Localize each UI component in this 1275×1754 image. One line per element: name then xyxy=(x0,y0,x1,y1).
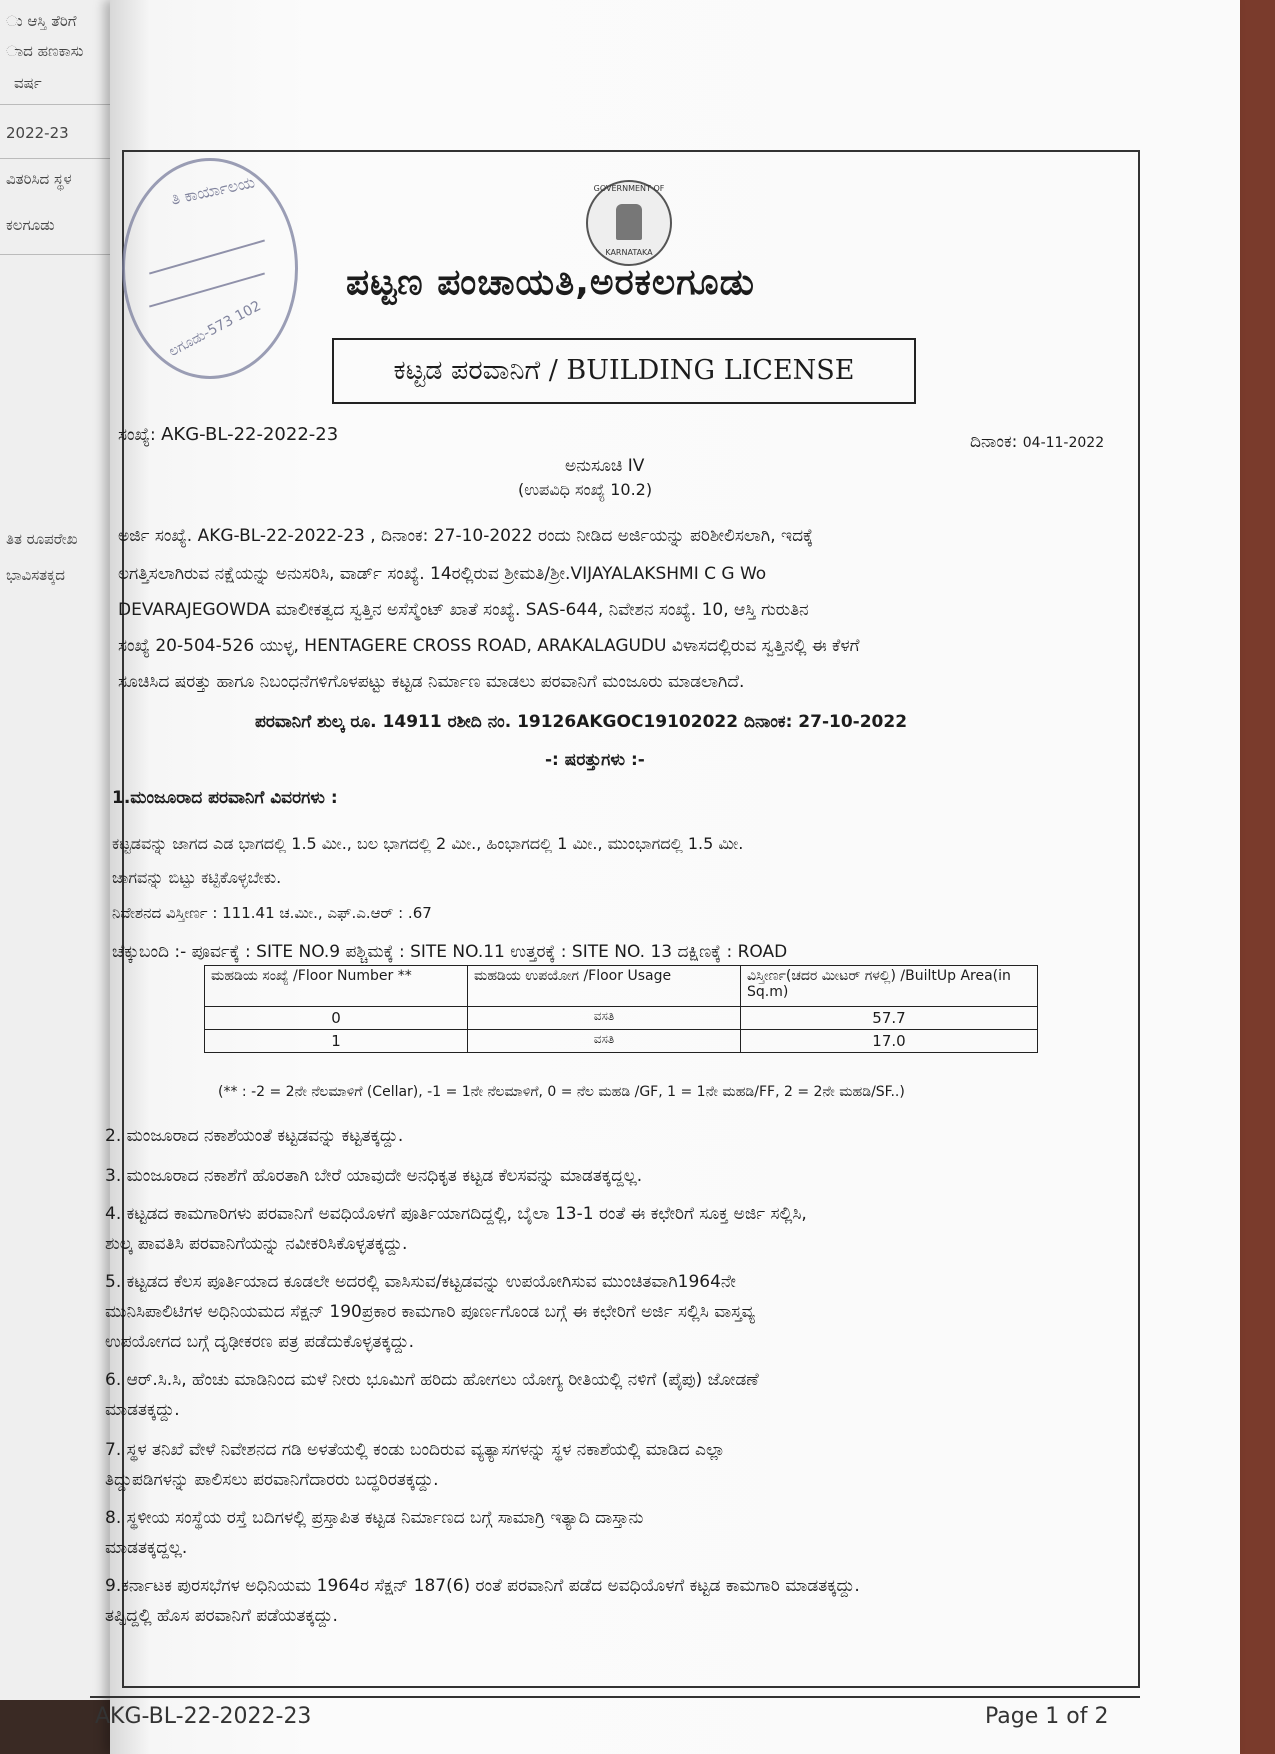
condition-line: ತಿದ್ದುಪಡಿಗಳನ್ನು ಪಾಲಿಸಲು ಪರವಾನಿಗೆದಾರರು ಬದ್ಧರಿರತಕ್ಕದ್ದು. xyxy=(105,1470,439,1490)
floor-table-note: (** : -2 = 2ನೇ ನೆಲಮಾಳಿಗೆ (Cellar), -1 = 1ನೇ ನೆಲಮಾಳಿಗೆ, 0 = ನೆಲ ಮಹಡಿ /GF, 1 = 1ನೇ ಮಹಡಿ/FF, 2 = 2ನೇ ಮಹಡಿ/SF..) xyxy=(218,1084,905,1100)
back-page-text: ಾದ ಹಣಕಾಸು xyxy=(6,42,84,60)
floor-number-cell: 0 xyxy=(205,1007,468,1030)
back-page-text: 2022-23 xyxy=(6,124,69,142)
column-header: ಮಹಡಿಯ ಉಪಯೋಗ /Floor Usage xyxy=(468,966,741,1007)
sub-rule-label: (ಉಪವಿಧಿ ಸಂಖ್ಯೆ 10.2) xyxy=(518,480,653,499)
boundary-line: ಚೆಕ್ಕುಬಂದಿ :- ಪೂರ್ವಕ್ಕೆ : SITE NO.9 ಪಶ್ಚಿಮಕ್ಕೆ : SITE NO.11 ಉತ್ತರಕ್ಕೆ : SITE NO. 13 ದಕ್ಷಿಣಕ್ಕೆ : ROAD xyxy=(112,942,788,962)
condition-line: 5. ಕಟ್ಟಡದ ಕೆಲಸ ಪೂರ್ತಿಯಾದ ಕೂಡಲೇ ಅದರಲ್ಲಿ ವಾಸಿಸುವ/ಕಟ್ಟಡವನ್ನು ಉಪಯೋಗಿಸುವ ಮುಂಚಿತವಾಗಿ1964ನೇ xyxy=(105,1272,736,1292)
condition-line: ಶುಲ್ಕ ಪಾವತಿಸಿ ಪರವಾನಿಗೆಯನ್ನು ನವೀಕರಿಸಿಕೊಳ್ಳತಕ್ಕದ್ದು. xyxy=(105,1234,408,1254)
condition-line: ಉಪಯೋಗದ ಬಗ್ಗೆ ದೃಢೀಕರಣ ಪತ್ರ ಪಡೆದುಕೊಳ್ಳತಕ್ಕದ್ದು. xyxy=(105,1332,415,1352)
condition-line: 6. ಆರ್.ಸಿ.ಸಿ, ಹೆಂಚು ಮಾಡಿನಿಂದ ಮಳೆ ನೀರು ಭೂಮಿಗೆ ಹರಿದು ಹೋಗಲು ಯೋಗ್ಯ ರೀತಿಯಲ್ಲಿ ನಳಿಗೆ (ಪೈಪು) ಜೋಡಣೆ xyxy=(105,1370,759,1390)
fee-line: ಪರವಾನಿಗೆ ಶುಲ್ಕ ರೂ. 14911 ರಶೀದಿ ನಂ. 19126AKGOC19102022 ದಿನಾಂಕ: 27-10-2022 xyxy=(255,712,908,732)
back-page-text: ವಿತರಿಸಿದ ಸ್ಥಳ xyxy=(6,170,72,188)
floor-number-cell: 1 xyxy=(205,1030,468,1053)
condition-line: 2. ಮಂಜೂರಾದ ನಕಾಶೆಯಂತೆ ಕಟ್ಟಡವನ್ನು ಕಟ್ಟತಕ್ಕದ್ದು. xyxy=(105,1126,404,1146)
builtup-area-cell: 17.0 xyxy=(741,1030,1038,1053)
seal-code: ಲಗೂಡು-573 102 xyxy=(166,298,264,360)
emblem-figure xyxy=(616,204,642,240)
seal-text: ತಿ ಕಾರ್ಯಾಲಯ xyxy=(169,172,257,209)
site-area: ನಿವೇಶನದ ವಿಸ್ತೀರ್ಣ : 111.41 ಚ.ಮೀ., ಎಫ್.ಎ.ಆರ್ : .67 xyxy=(112,904,432,922)
intro-line: DEVARAJEGOWDA ಮಾಲೀಕತ್ವದ ಸ್ವತ್ತಿನ ಅಸೆಸ್ಮೆಂಟ್ ಖಾತೆ ಸಂಖ್ಯೆ. SAS-644, ನಿವೇಶನ ಸಂಖ್ಯೆ. 10, ಆಸ್ತಿ ಗುರುತಿನ xyxy=(118,600,809,620)
back-page-text: ವರ್ಷ xyxy=(14,74,42,92)
office-title: ಪಟ್ಟಣ ಪಂಚಾಯತಿ,ಅರಕಲಗೂಡು xyxy=(346,262,755,303)
license-number xyxy=(118,424,338,445)
intro-line: ಸಂಖ್ಯೆ 20-504-526 ಯುಳ್ಳ, HENTAGERE CROSS ROAD, ARAKALAGUDU ವಿಳಾಸದಲ್ಲಿರುವ ಸ್ವತ್ತಿನಲ್ಲಿ ಈ ಕೆಳಗೆ xyxy=(118,636,860,656)
footer-divider xyxy=(90,1696,1140,1698)
intro-line: ಸೂಚಿಸಿದ ಷರತ್ತು ಹಾಗೂ ನಿಬಂಧನೆಗಳಿಗೊಳಪಟ್ಟು ಕಟ್ಟಡ ನಿರ್ಮಾಣ ಮಾಡಲು ಪರವಾನಿಗೆ ಮಂಜೂರು ಮಾಡಲಾಗಿದೆ. xyxy=(118,672,745,692)
condition-line: ಮುನಿಸಿಪಾಲಿಟಿಗಳ ಅಧಿನಿಯಮದ ಸೆಕ್ಷನ್ 190ಪ್ರಕಾರ ಕಾಮಗಾರಿ ಪೂರ್ಣಗೊಂಡ ಬಗ್ಗೆ ಈ ಕಛೇರಿಗೆ ಅರ್ಜಿ ಸಲ್ಲಿಸಿ ವಾಸ್ತವ್ಯ xyxy=(105,1302,755,1322)
builtup-area-cell: 57.7 xyxy=(741,1007,1038,1030)
setback-line: ಜಾಗವನ್ನು ಬಿಟ್ಟು ಕಟ್ಟಿಕೊಳ್ಳಬೇಕು. xyxy=(112,868,282,887)
condition-line: ತಪ್ಪಿದ್ದಲ್ಲಿ ಹೊಸ ಪರವಾನಿಗೆ ಪಡೆಯತಕ್ಕದ್ದು. xyxy=(105,1606,338,1626)
floor-usage-cell: ವಸತಿ xyxy=(468,1030,741,1053)
intro-line: ಅರ್ಜಿ ಸಂಖ್ಯೆ. AKG-BL-22-2022-23 , ದಿನಾಂಕ: 27-10-2022 ರಂದು ನೀಡಿದ ಅರ್ಜಿಯನ್ನು ಪರಿಶೀಲಿಸಲಾಗಿ, ಇದಕ್ಕೆ xyxy=(118,526,814,546)
condition-line: ಮಾಡತಕ್ಕದ್ದಲ್ಲ. xyxy=(105,1538,188,1558)
column-header: ಮಹಡಿಯ ಸಂಖ್ಯೆ /Floor Number ** xyxy=(205,966,468,1007)
column-header: ವಿಸ್ತೀರ್ಣ(ಚದರ ಮೀಟರ್ ಗಳಲ್ಲಿ) /BuiltUp Area(in Sq.m) xyxy=(741,966,1038,1007)
date-label: ದಿನಾಂಕ: xyxy=(970,432,1018,452)
back-page-text: ತಿತ ರೂಪರೇಖ xyxy=(6,530,78,548)
license-title-box xyxy=(332,338,916,404)
table-header-row xyxy=(205,966,1038,1007)
background-edge xyxy=(1240,0,1275,1754)
floor-table xyxy=(204,965,1038,1053)
sanction-heading: 1.ಮಂಜೂರಾದ ಪರವಾನಿಗೆ ವಿವರಗಳು : xyxy=(112,788,338,808)
seal-signature-line xyxy=(149,240,265,275)
divider xyxy=(0,104,120,105)
date-value: 04-11-2022 xyxy=(1022,435,1105,451)
condition-line: ಮಾಡತಕ್ಕದ್ದು. xyxy=(105,1400,180,1420)
back-page-text: ು ಆಸ್ತಿ ತೆರಿಗೆ xyxy=(6,12,77,30)
office-seal-stamp xyxy=(122,158,298,379)
emblem-top-text: GOVERNMENT OF xyxy=(593,184,665,193)
table-row xyxy=(205,1030,1038,1053)
footer-page-number: Page 1 of 2 xyxy=(985,1704,1109,1729)
back-page-text: ಕಲಗೂಡು xyxy=(6,216,55,234)
government-emblem-icon xyxy=(586,180,672,266)
footer-document-id: AKG-BL-22-2022-23 xyxy=(95,1704,312,1729)
number-value: AKG-BL-22-2022-23 xyxy=(161,424,339,445)
divider xyxy=(0,254,120,255)
emblem-bottom-text: KARNATAKA xyxy=(605,248,653,257)
condition-line: 4. ಕಟ್ಟಡದ ಕಾಮಗಾರಿಗಳು ಪರವಾನಿಗೆ ಅವಧಿಯೊಳಗೆ ಪೂರ್ತಿಯಾಗದಿದ್ದಲ್ಲಿ, ಬೈಲಾ 13-1 ರಂತೆ ಈ ಕಛೇರಿಗೆ ಸೂಕ್ತ ಅರ್ಜಿ ಸಲ್ಲಿಸಿ, xyxy=(105,1204,807,1224)
condition-line: 8. ಸ್ಥಳೀಯ ಸಂಸ್ಥೆಯ ರಸ್ತೆ ಬದಿಗಳಲ್ಲಿ ಪ್ರಸ್ತಾಪಿತ ಕಟ್ಟಡ ನಿರ್ಮಾಣದ ಬಗ್ಗೆ ಸಾಮಾಗ್ರಿ ಇತ್ಯಾದಿ ದಾಸ್ತಾನು xyxy=(105,1508,644,1528)
schedule-label: ಅನುಸೂಚಿ IV xyxy=(565,456,645,476)
condition-line: 9.ಕರ್ನಾಟಕ ಪುರಸಭೆಗಳ ಅಧಿನಿಯಮ 1964ರ ಸೆಕ್ಷನ್ 187(6) ರಂತೆ ಪರವಾನಿಗೆ ಪಡೆದ ಅವಧಿಯೊಳಗೆ ಕಟ್ಟಡ ಕಾಮಗಾರಿ ಮಾಡತಕ್ಕದ್ದು. xyxy=(105,1576,860,1596)
license-date xyxy=(970,432,1104,452)
divider xyxy=(0,158,120,159)
table-row xyxy=(205,1007,1038,1030)
setback-line: ಕಟ್ಟಡವನ್ನು ಜಾಗದ ಎಡ ಭಾಗದಲ್ಲಿ 1.5 ಮೀ., ಬಲ ಭಾಗದಲ್ಲಿ 2 ಮೀ., ಹಿಂಭಾಗದಲ್ಲಿ 1 ಮೀ., ಮುಂಭಾಗದಲ್ಲಿ 1.5 ಮೀ. xyxy=(112,834,744,853)
conditions-heading: -: ಷರತ್ತುಗಳು :- xyxy=(545,750,645,770)
number-label: ಸಂಖ್ಯೆ: xyxy=(118,425,156,445)
intro-line: ಲಗತ್ತಿಸಲಾಗಿರುವ ನಕ್ಷೆಯನ್ನು ಅನುಸರಿಸಿ, ವಾರ್ಡ್ ಸಂಖ್ಯೆ. 14ರಲ್ಲಿರುವ ಶ್ರೀಮತಿ/ಶ್ರೀ.VIJAYALAKSHMI C G Wo xyxy=(118,564,767,584)
condition-line: 3. ಮಂಜೂರಾದ ನಕಾಶೆಗೆ ಹೊರತಾಗಿ ಬೇರೆ ಯಾವುದೇ ಅನಧಿಕೃತ ಕಟ್ಟಡ ಕೆಲಸವನ್ನು ಮಾಡತಕ್ಕದ್ದಲ್ಲ. xyxy=(105,1166,643,1186)
license-title: ಕಟ್ಟಡ ಪರವಾನಿಗೆ / BUILDING LICENSE xyxy=(393,355,855,386)
floor-usage-cell: ವಸತಿ xyxy=(468,1007,741,1030)
condition-line: 7. ಸ್ಥಳ ತನಿಖೆ ವೇಳೆ ನಿವೇಶನದ ಗಡಿ ಅಳತೆಯಲ್ಲಿ ಕಂಡು ಬಂದಿರುವ ವ್ಯತ್ಯಾಸಗಳನ್ನು ಸ್ಥಳ ನಕಾಶೆಯಲ್ಲಿ ಮಾಡಿದ ಎಲ್ಲಾ xyxy=(105,1440,725,1460)
back-page-text: ಭಾವಿಸತಕ್ಕದ xyxy=(6,566,65,584)
